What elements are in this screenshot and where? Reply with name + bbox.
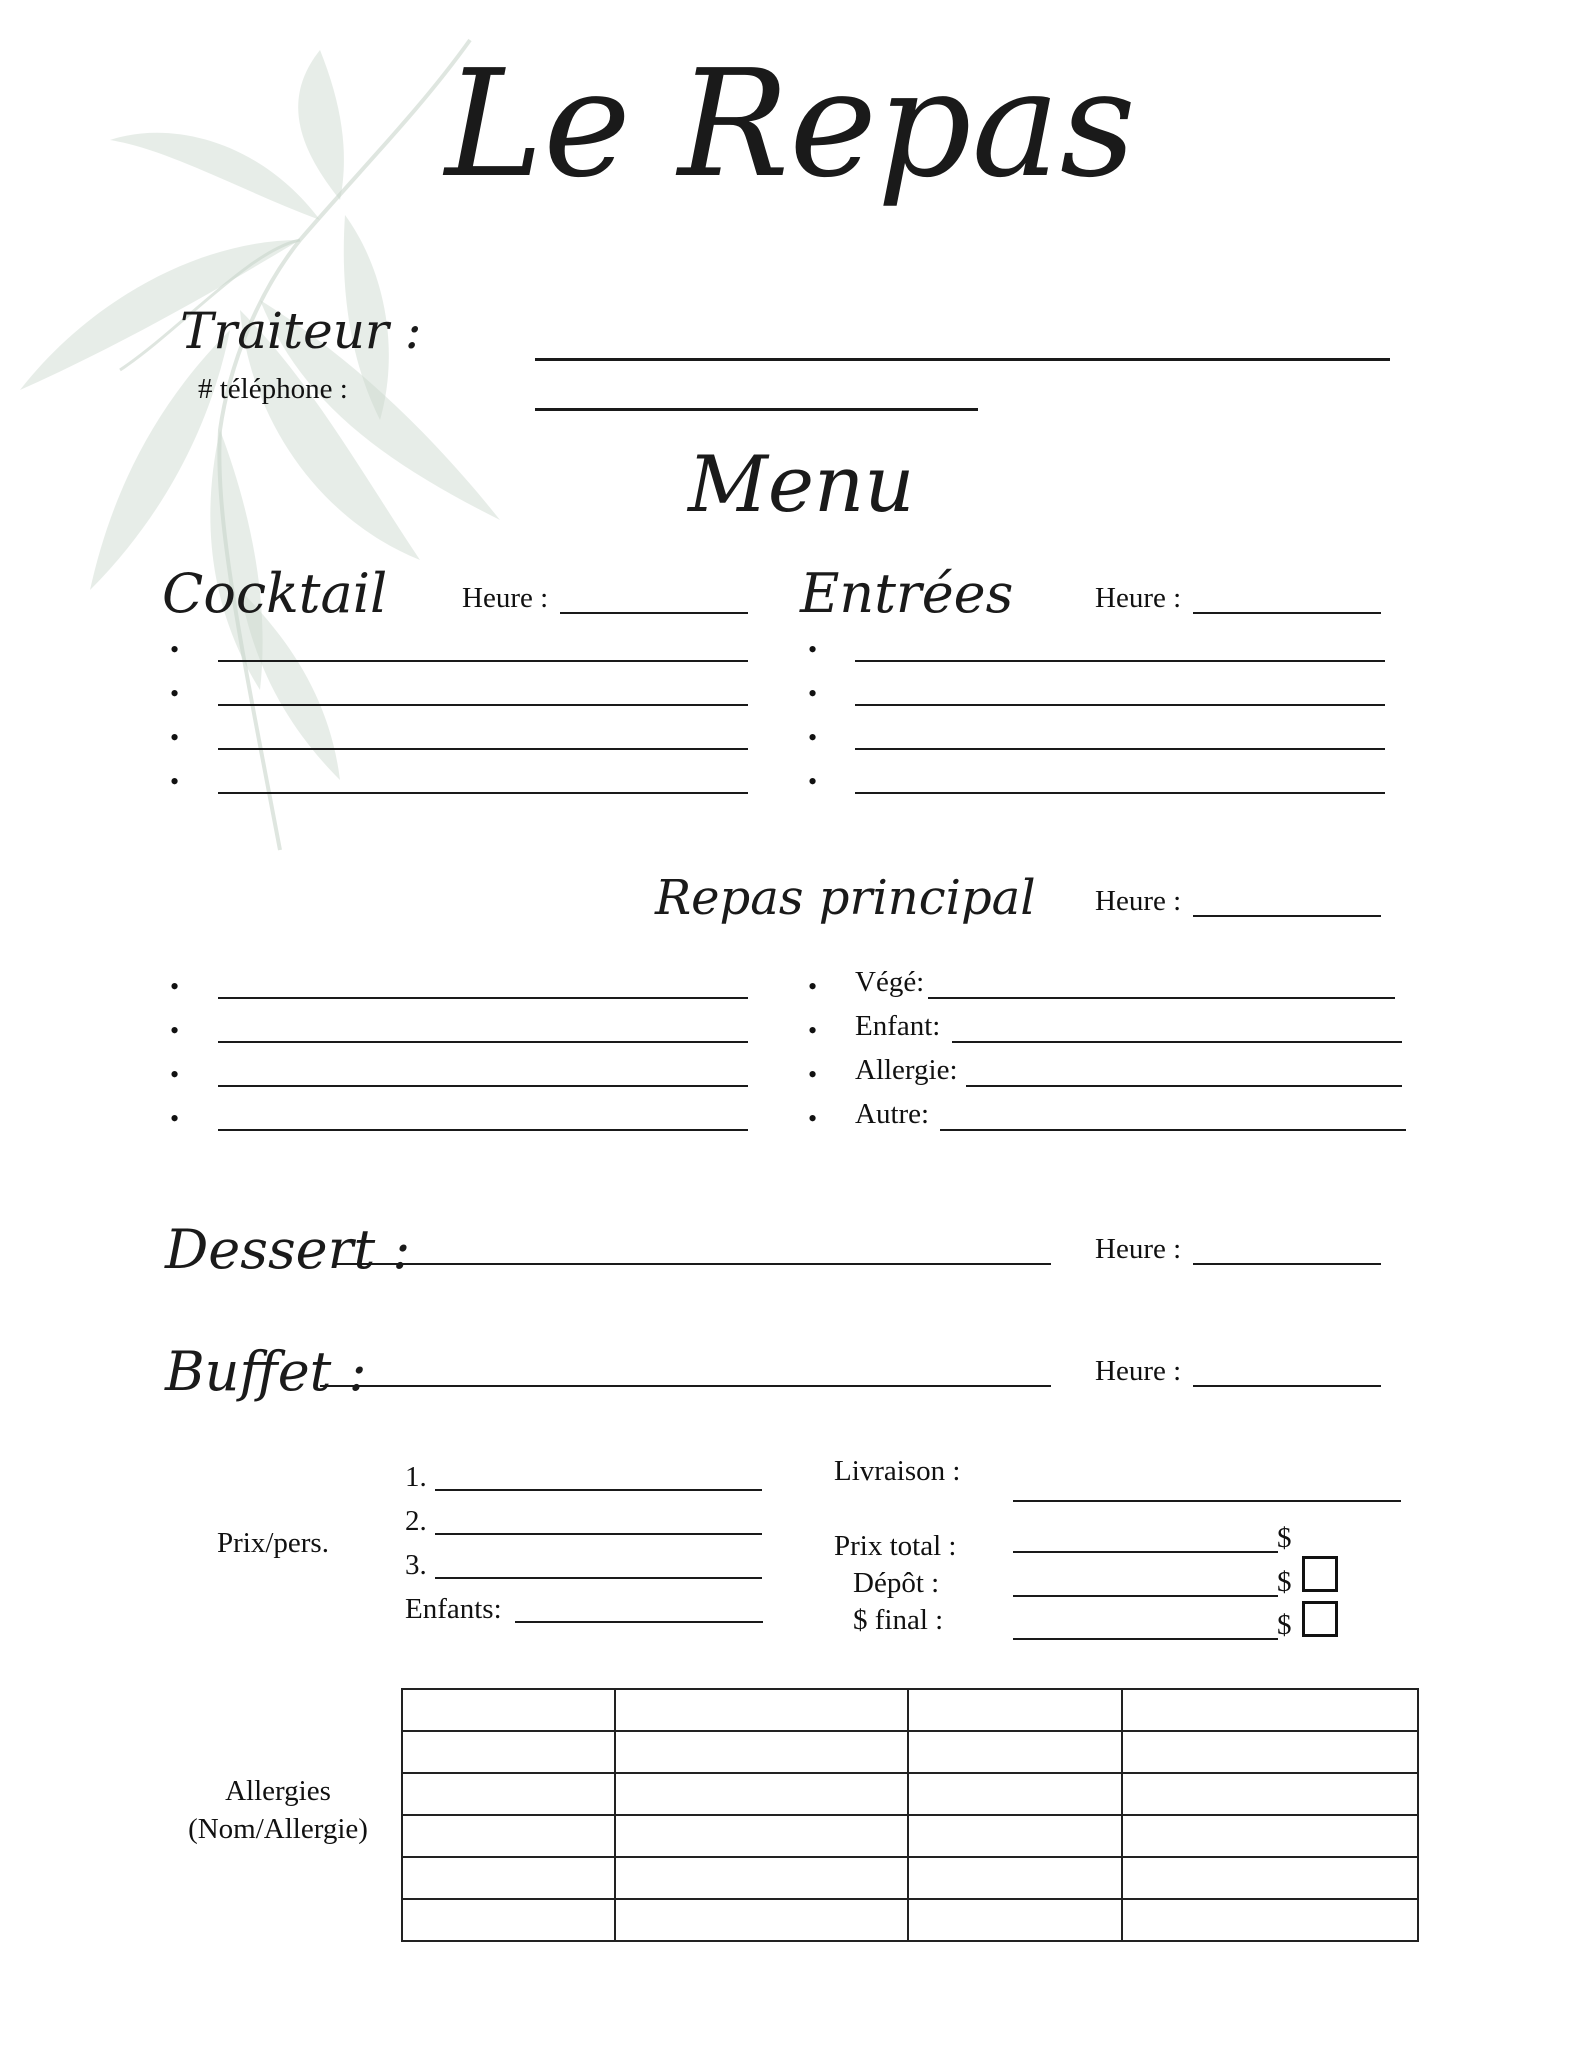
table-cell[interactable] — [402, 1773, 615, 1815]
autre-line[interactable] — [940, 1129, 1406, 1131]
phone-line[interactable] — [535, 408, 978, 411]
table-cell[interactable] — [615, 1689, 908, 1731]
allergies-label-line1: Allergies — [225, 1775, 331, 1807]
special-bullet: • — [808, 1104, 818, 1133]
table-row — [402, 1773, 1418, 1815]
table-cell[interactable] — [908, 1857, 1122, 1899]
table-row — [402, 1815, 1418, 1857]
table-cell[interactable] — [908, 1815, 1122, 1857]
price-item-3-label: 3. — [405, 1549, 427, 1581]
table-cell[interactable] — [615, 1899, 908, 1941]
special-bullet: • — [808, 972, 818, 1001]
allergies-label — [178, 1772, 378, 1848]
table-cell[interactable] — [908, 1731, 1122, 1773]
entrees-bullet: • — [808, 723, 818, 752]
main-line-1[interactable] — [218, 997, 748, 999]
table-cell[interactable] — [908, 1773, 1122, 1815]
dessert-heure-label: Heure : — [1095, 1233, 1182, 1265]
table-cell[interactable] — [615, 1857, 908, 1899]
cocktail-line-1[interactable] — [218, 660, 748, 662]
table-cell[interactable] — [402, 1899, 615, 1941]
entrees-bullet: • — [808, 767, 818, 796]
main-line-4[interactable] — [218, 1129, 748, 1131]
table-cell[interactable] — [1122, 1689, 1418, 1731]
allergies-table — [401, 1688, 1419, 1942]
table-cell[interactable] — [615, 1815, 908, 1857]
price-item-1-line[interactable] — [435, 1489, 762, 1491]
table-cell[interactable] — [402, 1857, 615, 1899]
main-line-3[interactable] — [218, 1085, 748, 1087]
final-amount-label: $ final : — [853, 1604, 944, 1636]
main-bullet: • — [170, 1060, 180, 1089]
main-heure-label: Heure : — [1095, 885, 1182, 917]
dessert-heure-line[interactable] — [1193, 1263, 1381, 1265]
delivery-label: Livraison : — [834, 1455, 961, 1487]
vege-line[interactable] — [928, 997, 1395, 999]
cocktail-heure-line[interactable] — [560, 612, 748, 614]
final-amount-line[interactable] — [1013, 1638, 1278, 1640]
special-bullet: • — [808, 1016, 818, 1045]
dessert-heading: Dessert : — [165, 1218, 411, 1281]
buffet-heure-label: Heure : — [1095, 1355, 1182, 1387]
table-row — [402, 1689, 1418, 1731]
price-item-1-label: 1. — [405, 1461, 427, 1493]
final-currency: $ — [1277, 1609, 1292, 1641]
table-cell[interactable] — [1122, 1857, 1418, 1899]
cocktail-bullet: • — [170, 635, 180, 664]
allergie-label: Allergie: — [855, 1054, 958, 1086]
allergie-line[interactable] — [966, 1085, 1402, 1087]
table-cell[interactable] — [402, 1731, 615, 1773]
table-cell[interactable] — [908, 1689, 1122, 1731]
table-cell[interactable] — [1122, 1731, 1418, 1773]
main-bullet: • — [170, 972, 180, 1001]
cocktail-bullet: • — [170, 767, 180, 796]
table-row — [402, 1857, 1418, 1899]
deposit-line[interactable] — [1013, 1595, 1278, 1597]
table-cell[interactable] — [1122, 1899, 1418, 1941]
buffet-heure-line[interactable] — [1193, 1385, 1381, 1387]
entrees-line-2[interactable] — [855, 704, 1385, 706]
price-item-2-label: 2. — [405, 1505, 427, 1537]
price-children-line[interactable] — [515, 1621, 763, 1623]
total-currency: $ — [1277, 1522, 1292, 1554]
price-item-2-line[interactable] — [435, 1533, 762, 1535]
buffet-line[interactable] — [320, 1385, 1051, 1387]
table-row — [402, 1731, 1418, 1773]
table-row — [402, 1899, 1418, 1941]
main-line-2[interactable] — [218, 1041, 748, 1043]
main-bullet: • — [170, 1104, 180, 1133]
caterer-name-line[interactable] — [535, 358, 1390, 361]
table-cell[interactable] — [615, 1731, 908, 1773]
total-price-line[interactable] — [1013, 1551, 1278, 1553]
page-title: Le Repas — [445, 38, 1136, 210]
price-per-person-label: Prix/pers. — [217, 1527, 329, 1559]
cocktail-heading: Cocktail — [162, 562, 388, 625]
price-children-label: Enfants: — [405, 1593, 502, 1625]
phone-label: # téléphone : — [198, 373, 348, 405]
table-cell[interactable] — [402, 1815, 615, 1857]
price-item-3-line[interactable] — [435, 1577, 762, 1579]
caterer-label: Traiteur : — [180, 302, 422, 360]
enfant-line[interactable] — [952, 1041, 1402, 1043]
main-bullet: • — [170, 1016, 180, 1045]
table-cell[interactable] — [908, 1899, 1122, 1941]
deposit-paid-checkbox[interactable] — [1302, 1556, 1338, 1592]
autre-label: Autre: — [855, 1098, 930, 1130]
cocktail-bullet: • — [170, 679, 180, 708]
entrees-bullet: • — [808, 635, 818, 664]
cocktail-bullet: • — [170, 723, 180, 752]
allergies-label-line2: (Nom/Allergie) — [188, 1813, 368, 1845]
table-cell[interactable] — [1122, 1773, 1418, 1815]
deposit-currency: $ — [1277, 1566, 1292, 1598]
cocktail-line-4[interactable] — [218, 792, 748, 794]
deposit-label: Dépôt : — [853, 1567, 940, 1599]
menu-heading: Menu — [688, 440, 915, 530]
special-bullet: • — [808, 1060, 818, 1089]
buffet-heading: Buffet : — [165, 1340, 367, 1403]
cocktail-line-2[interactable] — [218, 704, 748, 706]
entrees-heure-line[interactable] — [1193, 612, 1381, 614]
table-cell[interactable] — [615, 1773, 908, 1815]
cocktail-heure-label: Heure : — [462, 582, 549, 614]
entrees-heure-label: Heure : — [1095, 582, 1182, 614]
total-price-label: Prix total : — [834, 1530, 957, 1562]
enfant-label: Enfant: — [855, 1010, 941, 1042]
vege-label: Végé: — [855, 966, 925, 998]
table-cell[interactable] — [1122, 1815, 1418, 1857]
entrees-line-1[interactable] — [855, 660, 1385, 662]
entrees-heading: Entrées — [800, 562, 1014, 625]
dessert-line[interactable] — [336, 1263, 1051, 1265]
entrees-line-3[interactable] — [855, 748, 1385, 750]
cocktail-line-3[interactable] — [218, 748, 748, 750]
entrees-bullet: • — [808, 679, 818, 708]
main-heure-line[interactable] — [1193, 915, 1381, 917]
final-paid-checkbox[interactable] — [1302, 1601, 1338, 1637]
main-course-heading: Repas principal — [655, 870, 1036, 926]
delivery-line[interactable] — [1013, 1500, 1401, 1502]
table-cell[interactable] — [402, 1689, 615, 1731]
entrees-line-4[interactable] — [855, 792, 1385, 794]
